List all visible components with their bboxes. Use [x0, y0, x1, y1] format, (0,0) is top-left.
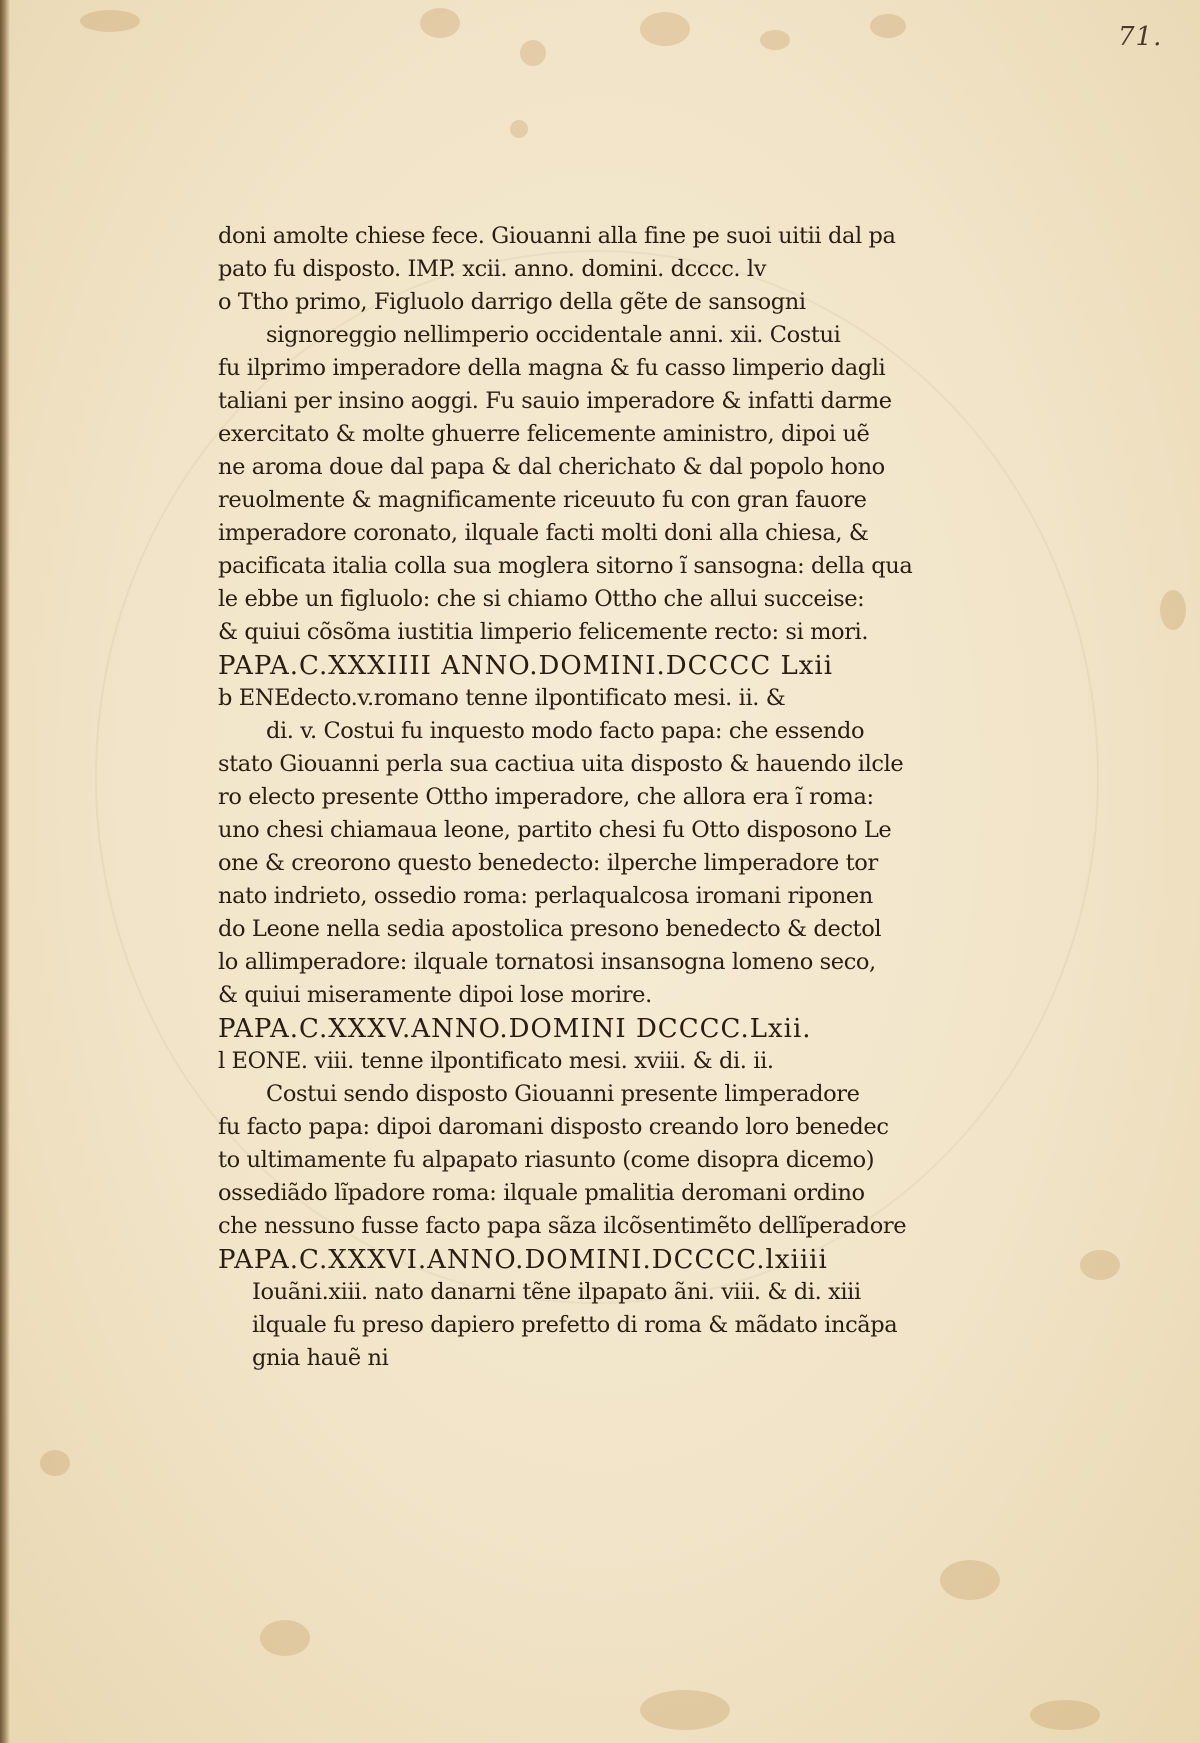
folio-number: 71. — [1118, 22, 1163, 52]
foxing-spot — [420, 8, 460, 38]
text-block — [218, 220, 923, 1375]
papal-heading: PAPA.C.XXXVI.ANNO.DOMINI.DCCCC.lxiiii — [218, 1245, 828, 1275]
text-line: b ENEdecto.v.romano tenne ilpontificato mesi. ii. & — [218, 685, 786, 711]
text-line: nato indrieto, ossedio roma: perlaqualcosa iromani riponen — [218, 883, 873, 909]
foxing-spot — [80, 10, 140, 32]
foxing-spot — [640, 12, 690, 46]
foxing-spot — [940, 1560, 1000, 1600]
foxing-spot — [760, 30, 790, 50]
text-line: signoreggio nellimperio occidentale anni. xii. Costui — [266, 322, 841, 348]
text-line: exercitato & molte ghuerre felicemente aministro, dipoi uẽ — [218, 421, 870, 447]
foxing-spot — [510, 120, 528, 138]
foxing-spot — [640, 1690, 730, 1730]
text-line: lo allimperadore: ilquale tornatosi insansogna lomeno seco, — [218, 949, 876, 975]
papal-heading: PAPA.C.XXXIIII ANNO.DOMINI.DCCCC Lxii — [218, 651, 834, 681]
text-line: & quiui cõsõma iustitia limperio felicemente recto: si mori. — [218, 619, 869, 645]
text-line: o Ttho primo, Figluolo darrigo della gẽte de sansogni — [218, 289, 806, 315]
text-line: ossediãdo lĩpadore roma: ilquale pmalitia deromani ordino — [218, 1180, 865, 1206]
text-line: fu ilprimo imperadore della magna & fu casso limperio dagli — [218, 355, 886, 381]
foxing-spot — [1080, 1250, 1120, 1280]
text-line: l EONE. viii. tenne ilpontificato mesi. xviii. & di. ii. — [218, 1048, 774, 1074]
foxing-spot — [40, 1450, 70, 1476]
text-line: fu facto papa: dipoi daromani disposto creando loro benedec — [218, 1114, 889, 1140]
foxing-spot — [870, 14, 906, 38]
text-line: le ebbe un figluolo: che si chiamo Ottho che allui succeise: — [218, 586, 865, 612]
text-line: ne aroma doue dal papa & dal cherichato & dal popolo hono — [218, 454, 885, 480]
text-line: doni amolte chiese fece. Giouanni alla fine pe suoi uitii dal pa — [218, 223, 896, 249]
text-line: Costui sendo disposto Giouanni presente limperadore — [266, 1081, 860, 1107]
text-line: one & creorono questo benedecto: ilperche limperadore tor — [218, 850, 878, 876]
text-line: taliani per insino aoggi. Fu sauio imperadore & infatti darme — [218, 388, 892, 414]
text-line: gnia hauẽ ni — [252, 1345, 389, 1371]
text-line: ilquale fu preso dapiero prefetto di roma & mãdato incãpa — [252, 1312, 898, 1338]
foxing-spot — [1160, 590, 1186, 630]
text-line: uno chesi chiamaua leone, partito chesi fu Otto disposono Le — [218, 817, 892, 843]
text-line: reuolmente & magnificamente riceuuto fu con gran fauore — [218, 487, 867, 513]
text-line: to ultimamente fu alpapato riasunto (come disopra dicemo) — [218, 1147, 875, 1173]
text-line: che nessuno fusse facto papa sãza ilcõsentimẽto dellĩperadore — [218, 1213, 907, 1239]
foxing-spot — [260, 1620, 310, 1656]
text-line: do Leone nella sedia apostolica presono benedecto & dectol — [218, 916, 882, 942]
text-line: di. v. Costui fu inquesto modo facto papa: che essendo — [266, 718, 865, 744]
text-line: pacificata italia colla sua moglera sitorno ĩ sansogna: della qua — [218, 553, 913, 579]
foxing-spot — [1030, 1700, 1100, 1730]
text-line: & quiui miseramente dipoi lose morire. — [218, 982, 652, 1008]
text-line: stato Giouanni perla sua cactiua uita disposto & hauendo ilcle — [218, 751, 904, 777]
text-line: Iouãni.xiii. nato danarni tẽne ilpapato ãni. viii. & di. xiii — [252, 1279, 861, 1305]
papal-heading: PAPA.C.XXXV.ANNO.DOMINI DCCCC.Lxii. — [218, 1014, 812, 1044]
page-gutter — [0, 0, 10, 1743]
foxing-spot — [520, 40, 546, 66]
text-line: ro electo presente Ottho imperadore, che allora era ĩ roma: — [218, 784, 874, 810]
text-line: imperadore coronato, ilquale facti molti doni alla chiesa, & — [218, 520, 869, 546]
text-line: pato fu disposto. IMP. xcii. anno. domini. dcccc. lv — [218, 256, 767, 282]
